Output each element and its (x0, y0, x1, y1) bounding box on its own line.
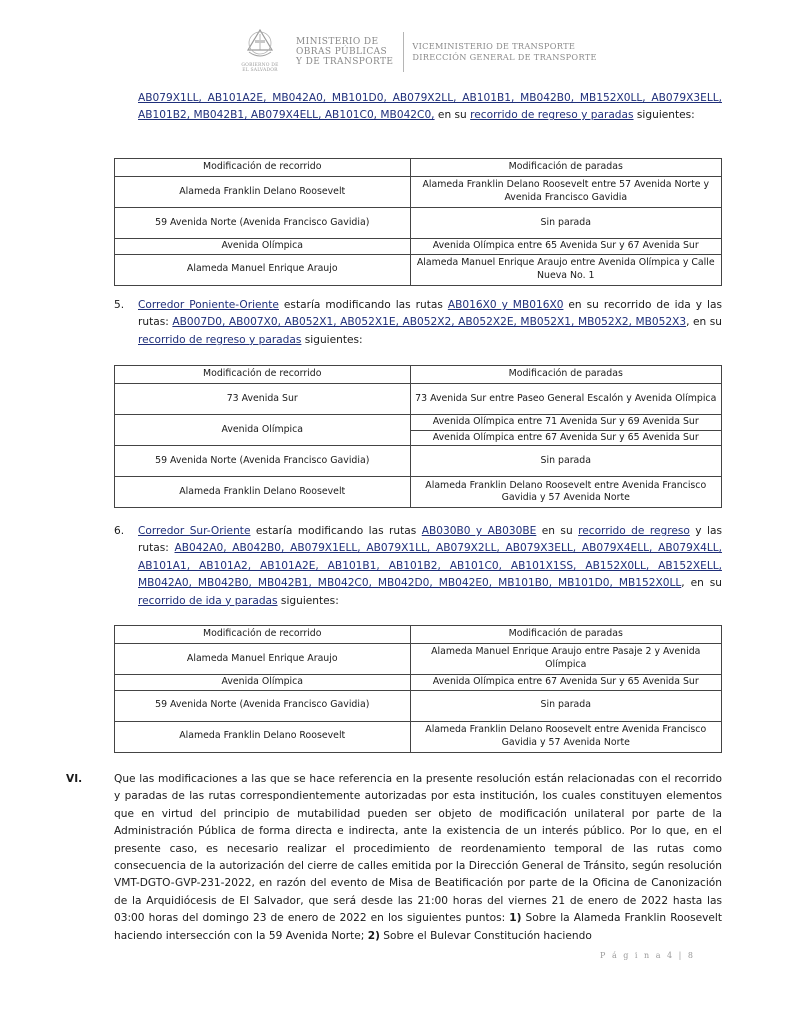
modification-table-1 (114, 158, 722, 286)
table-cell: Avenida Olímpica (115, 675, 411, 691)
table-header-row (115, 159, 722, 177)
table-cell: Avenida Olímpica (115, 415, 411, 446)
table-cell: Avenida Olímpica entre 65 Avenida Sur y 67 Avenida Sur (410, 239, 721, 255)
route-codes: AB007D0, AB007X0, AB052X1, AB052X1E, AB052X2, AB052X2E, MB052X1, MB052X2, MB052X3 (172, 316, 687, 329)
table-cell: Alameda Manuel Enrique Araujo (115, 254, 411, 285)
item-5-paragraph: Corredor Poniente-Oriente estaría modificando las rutas AB016X0 y MB016X0 en su recorrido de ida y las rutas: AB007D0, AB007X0, AB052X1, AB052X1E, AB052X2, AB052X2E, MB052X1, MB052X2, MB052X3, en su recorrido de regreso y paradas siguientes: (138, 299, 723, 346)
table-row (115, 644, 722, 675)
corridor-name: Corredor Poniente-Oriente (138, 299, 279, 311)
table-cell: 73 Avenida Sur entre Paseo General Escalón y Avenida Olímpica (410, 384, 721, 415)
letterhead (240, 22, 597, 82)
table-row (115, 477, 722, 508)
table-cell: Alameda Franklin Delano Roosevelt (115, 177, 411, 208)
corridor-name: Corredor Sur-Oriente (138, 525, 251, 537)
route-codes: AB042A0, AB042B0, AB079X1ELL, AB079X1LL, AB079X2LL, AB079X3ELL, AB079X4ELL, AB079X4LL, AB101A1, AB101A2, AB101A2E, AB101B1, AB101B2, AB101C0, AB101X1SS, AB152X0LL, AB152XELL, MB042A0, MB042B0, MB042B1, MB042C0, MB042D0, MB042E0, MB101B0, MB101D0, MB152X0LL (138, 542, 723, 590)
table-header-row (115, 626, 722, 644)
page-number: P á g i n a 4 | 8 (600, 951, 695, 960)
route-codes: AB079X1LL, AB101A2E, MB042A0, MB101D0, AB079X2LL, AB101B1, MB042B0, MB152X0LL, AB079X3ELL, AB101B2, MB042B1, AB079X4ELL, AB101C0, MB042C0, (138, 92, 722, 122)
table-cell: Alameda Franklin Delano Roosevelt (115, 477, 411, 508)
route-link: recorrido de regreso y paradas (470, 109, 634, 122)
column-header: Modificación de paradas (410, 159, 721, 177)
column-header: Modificación de recorrido (115, 366, 411, 384)
column-header: Modificación de recorrido (115, 626, 411, 644)
table-cell: 73 Avenida Sur (115, 384, 411, 415)
modification-table-2 (114, 365, 722, 508)
table-cell: Avenida Olímpica (115, 239, 411, 255)
table-cell: Alameda Franklin Delano Roosevelt entre Avenida Francisco Gavidia y 57 Avenida Norte (410, 477, 721, 508)
table-cell: Sin parada (410, 690, 721, 721)
table-cell: Alameda Franklin Delano Roosevelt (115, 721, 411, 752)
seal-caption: GOBIERNO DE EL SALVADOR (241, 63, 279, 73)
table-cell: Alameda Franklin Delano Roosevelt entre Avenida Francisco Gavidia y 57 Avenida Norte (410, 721, 721, 752)
coat-of-arms-icon (240, 28, 280, 76)
item-5-number: 5. (114, 299, 125, 311)
section-numeral: VI. (66, 773, 83, 785)
route-codes: AB016X0 y MB016X0 (447, 299, 564, 311)
intro-paragraph: AB079X1LL, AB101A2E, MB042A0, MB101D0, AB079X2LL, AB101B1, MB042B0, MB152X0LL, AB079X3ELL, AB101B2, MB042B1, AB079X4ELL, AB101C0, MB042C0, en su recorrido de regreso y paradas siguientes: (138, 92, 722, 122)
table-header-row (115, 366, 722, 384)
item-6-paragraph: Corredor Sur-Oriente estaría modificando las rutas AB030B0 y AB030BE en su recorrido de regreso y las rutas: AB042A0, AB042B0, AB079X1ELL, AB079X1LL, AB079X2LL, AB079X3ELL, AB079X4ELL, AB079X4LL, AB101A1, AB101A2, AB101A2E, AB101B1, AB101B2, AB101C0, AB101X1SS, AB152X0LL, AB152XELL, MB042A0, MB042B0, MB042B1, MB042C0, MB042D0, MB042E0, MB101B0, MB101D0, MB152X0LL, en su recorrido de ida y paradas siguientes: (138, 525, 723, 607)
table-row (115, 675, 722, 691)
vice-ministry-name: VICEMINISTERIO DE TRANSPORTE DIRECCIÓN GENERAL DE TRANSPORTE (412, 41, 597, 62)
table-cell: Sin parada (410, 208, 721, 239)
route-codes: AB030B0 y AB030BE (421, 525, 537, 537)
table-row (115, 721, 722, 752)
modification-table-3 (114, 625, 722, 753)
table-cell: Alameda Franklin Delano Roosevelt entre 57 Avenida Norte y Avenida Francisco Gavidia (410, 177, 721, 208)
table-row (115, 446, 722, 477)
table-cell: Avenida Olímpica entre 71 Avenida Sur y 69 Avenida Sur (410, 415, 721, 431)
table-row (115, 415, 722, 431)
route-link: recorrido de regreso y paradas (138, 333, 302, 346)
table-cell: 59 Avenida Norte (Avenida Francisco Gavidia) (115, 446, 411, 477)
item-6-number: 6. (114, 525, 125, 537)
ministry-name: MINISTERIO DE OBRAS PÚBLICAS Y DE TRANSPORTE (296, 37, 394, 67)
section-6-paragraph: Que las modificaciones a las que se hace referencia en la presente resolución están relacionadas con el recorrido y paradas de las rutas correspondientemente autorizadas por esta institución, los cuales constituyen elementos que en virtud del principio de mutabilidad pueden ser objeto de modificación unilateral por parte de la Administración Pública de forma directa e indirecta, ante la existencia de un interés público. Por lo que, en el presente caso, es necesario realizar el procedimiento de reordenamiento temporal de las rutas como consecuencia de la autorización del cierre de calles emitida por la Dirección General de Tránsito, según resolución VMT-DGTO-GVP-231-2022, en razón del evento de Misa de Beatificación por parte de la Oficina de Canonización de la Arquidiócesis de El Salvador, que será desde las 21:00 horas del viernes 21 de enero de 2022 hasta las 03:00 horas del domingo 23 de enero de 2022 en los siguientes puntos: 1) Sobre la Alameda Franklin Roosevelt haciendo intersección con la 59 Avenida Norte; 2) Sobre el Bulevar Constitución haciendo (114, 773, 722, 942)
table-row (115, 690, 722, 721)
table-cell: Avenida Olímpica entre 67 Avenida Sur y 65 Avenida Sur (410, 675, 721, 691)
table-cell: Alameda Manuel Enrique Araujo entre Avenida Olímpica y Calle Nueva No. 1 (410, 254, 721, 285)
header-divider (403, 32, 404, 72)
table-cell: 59 Avenida Norte (Avenida Francisco Gavidia) (115, 690, 411, 721)
table-cell: Alameda Manuel Enrique Araujo entre Pasaje 2 y Avenida Olímpica (410, 644, 721, 675)
table-row (115, 384, 722, 415)
table-cell: Sin parada (410, 446, 721, 477)
column-header: Modificación de recorrido (115, 159, 411, 177)
column-header: Modificación de paradas (410, 626, 721, 644)
table-row (115, 239, 722, 255)
table-row (115, 208, 722, 239)
route-link: recorrido de regreso (578, 525, 690, 537)
table-cell: Alameda Manuel Enrique Araujo (115, 644, 411, 675)
table-cell: Avenida Olímpica entre 67 Avenida Sur y 65 Avenida Sur (410, 430, 721, 446)
table-row (115, 177, 722, 208)
table-cell: 59 Avenida Norte (Avenida Francisco Gavidia) (115, 208, 411, 239)
table-row (115, 254, 722, 285)
route-link: recorrido de ida y paradas (138, 594, 278, 607)
column-header: Modificación de paradas (410, 366, 721, 384)
